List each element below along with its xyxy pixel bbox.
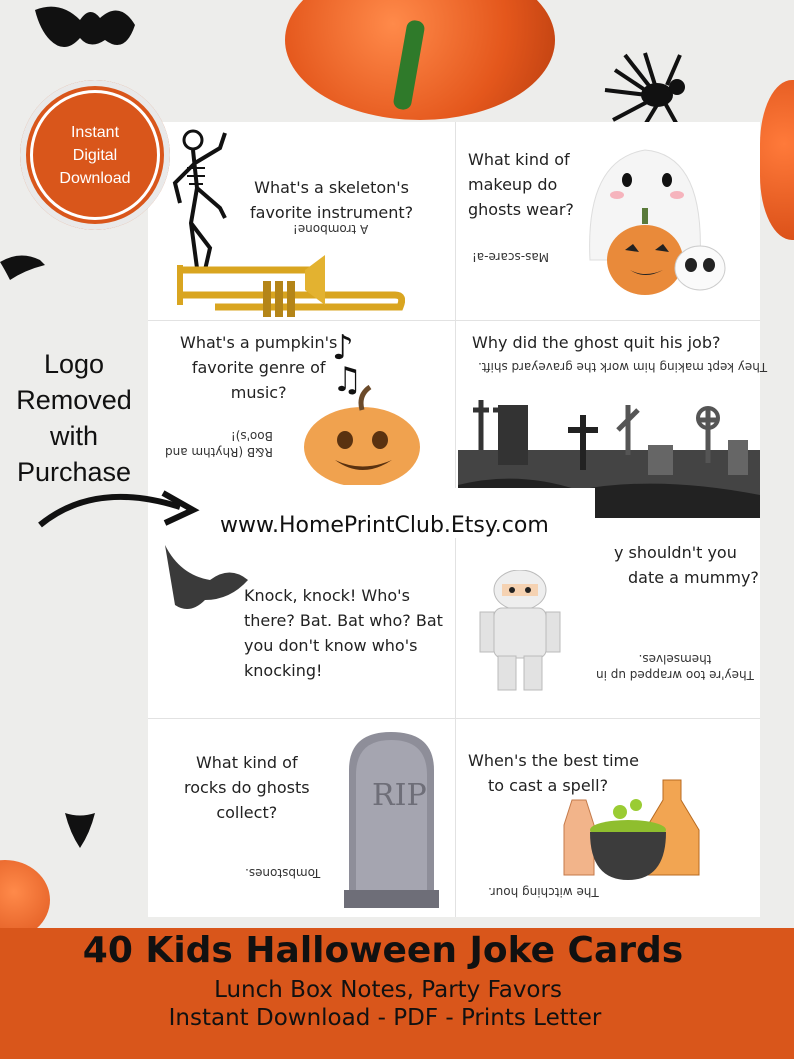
- badge-ring: [30, 90, 160, 220]
- card-3-answer: [165, 428, 273, 460]
- bat-illustration: [160, 545, 250, 620]
- trombone-illustration: [175, 245, 405, 325]
- bat-icon: [60, 808, 100, 853]
- question-line: ghosts wear?: [468, 200, 574, 219]
- question-line: y shouldn't you: [614, 543, 737, 562]
- product-title: 40 Kids Halloween Joke Cards: [82, 930, 684, 971]
- question-line: rocks do ghosts: [184, 778, 310, 797]
- answer-line: They're too wrapped up in: [596, 668, 754, 682]
- question-line: to cast a spell?: [488, 776, 609, 795]
- question-line: What's a skeleton's: [254, 178, 410, 197]
- note-line: with: [49, 421, 98, 451]
- question-line: When's the best time: [468, 751, 639, 770]
- question-line: you don't know who's: [244, 636, 418, 655]
- card-4-answer: They kept making him work the graveyard shift.: [478, 360, 768, 374]
- card-8-answer: The witching hour.: [488, 885, 599, 899]
- music-notes-icon: ♪ ♫: [332, 328, 363, 400]
- note-line: Removed: [16, 385, 132, 415]
- question-line: What's a pumpkin's: [180, 333, 338, 352]
- question-line: makeup do: [468, 175, 558, 194]
- question-line: What kind of: [468, 150, 570, 169]
- card-4-question: Why did the ghost quit his job?: [472, 333, 721, 352]
- answer-line: themselves.: [638, 652, 712, 666]
- product-subtitle: Lunch Box Notes, Party Favors: [214, 977, 562, 1003]
- instant-download-badge: [20, 80, 170, 230]
- badge-line: Digital: [72, 146, 118, 164]
- bat-icon: [30, 0, 140, 60]
- question-line: favorite instrument?: [250, 203, 414, 222]
- question-line: Knock, knock! Who's: [244, 586, 410, 605]
- question-line: What kind of: [195, 753, 298, 772]
- card-6-answer: [596, 651, 754, 683]
- pumpkin-decoration-right: [760, 80, 794, 240]
- cauldron-potions-illustration: [558, 770, 710, 885]
- curved-arrow-icon: [35, 485, 200, 535]
- answer-line: Boo's)!: [230, 429, 273, 443]
- question-line: collect?: [216, 803, 278, 822]
- pumpkin-decoration: [285, 0, 555, 120]
- badge-line: Instant: [70, 123, 120, 141]
- shop-url[interactable]: www.HomePrintClub.Etsy.com: [220, 513, 549, 538]
- card-7-question: [184, 750, 310, 825]
- pumpkin-illustration: [300, 385, 425, 485]
- question-line: knocking!: [244, 661, 323, 680]
- svg-text:RIP: RIP: [372, 778, 427, 813]
- card-1-question: [250, 175, 413, 225]
- question-line: date a mummy?: [628, 568, 759, 587]
- card-2-answer: Mas-scare-a!: [472, 250, 550, 264]
- note-line: Purchase: [16, 457, 132, 487]
- logo-removed-note: [10, 346, 138, 490]
- question-line: there? Bat. Bat who? Bat: [244, 611, 443, 630]
- tombstone-illustration: [344, 730, 439, 908]
- question-line: music?: [230, 383, 287, 402]
- card-5-question: [244, 583, 443, 683]
- badge-line: Download: [59, 169, 131, 187]
- card-6-question: [614, 540, 759, 590]
- mummy-illustration: [472, 570, 572, 695]
- card-7-answer: Tombstones.: [245, 866, 321, 880]
- ghost-pumpkin-illustration: [585, 140, 735, 300]
- product-details: Instant Download - PDF - Prints Letter: [168, 1005, 602, 1031]
- card-2-question: [468, 147, 574, 222]
- note-line: Logo: [43, 349, 105, 379]
- question-line: favorite genre of: [191, 358, 326, 377]
- bat-icon: [0, 250, 50, 285]
- answer-line: R&B (Rhythm and: [165, 445, 273, 459]
- card-1-answer: A trombone!: [293, 222, 369, 236]
- card-divider-horizontal: [148, 718, 760, 719]
